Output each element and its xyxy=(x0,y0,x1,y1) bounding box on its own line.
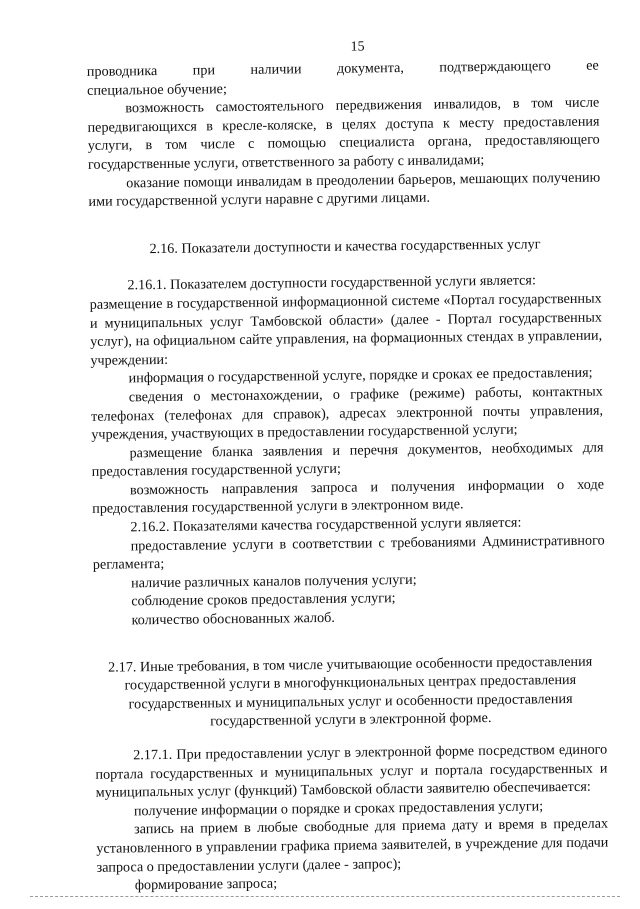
section-2-17-heading: 2.17. Иные требования, в том числе учитывающие особенности предоставления государственной услуги в многофункциональных центрах предоставления государственных и муниципальных услуг и особенности предоставления государственной услуги в электронной форме. xyxy=(107,653,593,730)
section-2-17-1-paragraph: 2.17.1. При предоставлении услуг в электронной форме посредством единого портала государственных и муниципальных услуг и портала государственных и муниципальных услуг (функций) Тамбовской области заявителю обеспечивается: xyxy=(95,741,608,801)
section-2-16-paragraph-10: соблюдение сроков предоставления услуги; xyxy=(131,590,396,610)
section-2-16-heading: 2.16. Показатели доступности и качества государственных услуг xyxy=(149,236,541,257)
section-2-16-paragraph-3: информация о государственной услуге, порядке и сроках ее предоставления; xyxy=(128,365,593,387)
section-2-17-paragraph-3: запись на прием в любые свободные для приема дату и время в пределах установленного в управлении графика приема заявителей, в учреждение для подачи запроса о предоставлении услуги (далее - запрос); xyxy=(96,815,609,876)
section-2-16-paragraph-9: наличие различных каналов получения услуги; xyxy=(131,571,417,592)
intro-paragraph-2: возможность самостоятельного передвижения инвалидов, в том числе передвигающихся в кресле-коляске, в целях доступа к месту предоставления услуги, в том числе с помощью специалиста органа, предоставляющего государственные услуги, ответственного за работу с инвалидами; xyxy=(87,94,600,173)
section-2-16-paragraph-6: возможность направления запроса и получения информации о ходе предоставления государственной услуги в электронном виде. xyxy=(92,476,605,518)
section-2-16-paragraph-5: размещение бланка заявления и перечня документов, необходимых для предоставления государственной услуги; xyxy=(91,439,604,481)
section-2-16-paragraph-11: количество обоснованных жалоб. xyxy=(131,609,336,629)
section-2-16-paragraph-2: размещение в государственной информационной системе «Портал государственных и муниципальных услуг Тамбовской области» (далее - Портал государственных услуг), на официальном сайте управления, на формационных стендах в управлении, учреждении: xyxy=(89,290,603,369)
intro-paragraph-1-line-2: специальное обучение; xyxy=(86,80,227,99)
section-2-16-paragraph-4: сведения о местонахождении, о графике (режиме) работы, контактных телефонах (телефонах для справок), адресах электронной почты управления, учреждения, участвующих в предоставлении государственной услуги; xyxy=(90,383,604,443)
section-2-16-1-title: 2.16.1. Показателем доступности государственной услуги является: xyxy=(127,272,536,294)
intro-paragraph-1-line-1: проводника при наличии документа, подтверждающего ее xyxy=(86,57,599,80)
section-2-16-2-title: 2.16.2. Показателями качества государственной услуги является: xyxy=(130,514,522,536)
section-2-17-paragraph-4: формирование запроса; xyxy=(134,875,278,894)
section-2-16-paragraph-8: предоставление услуги в соответствии с требованиями Административного регламента; xyxy=(92,532,605,574)
intro-paragraph-3: оказание помощи инвалидам в преодолении барьеров, мешающих получению ими государственной услуги наравне с другими лицами. xyxy=(88,169,601,210)
section-2-17-paragraph-2: получение информации о порядке и сроках предоставления услуги; xyxy=(133,798,544,820)
page-number: 15 xyxy=(350,39,365,55)
page-bottom-rule xyxy=(30,896,620,897)
